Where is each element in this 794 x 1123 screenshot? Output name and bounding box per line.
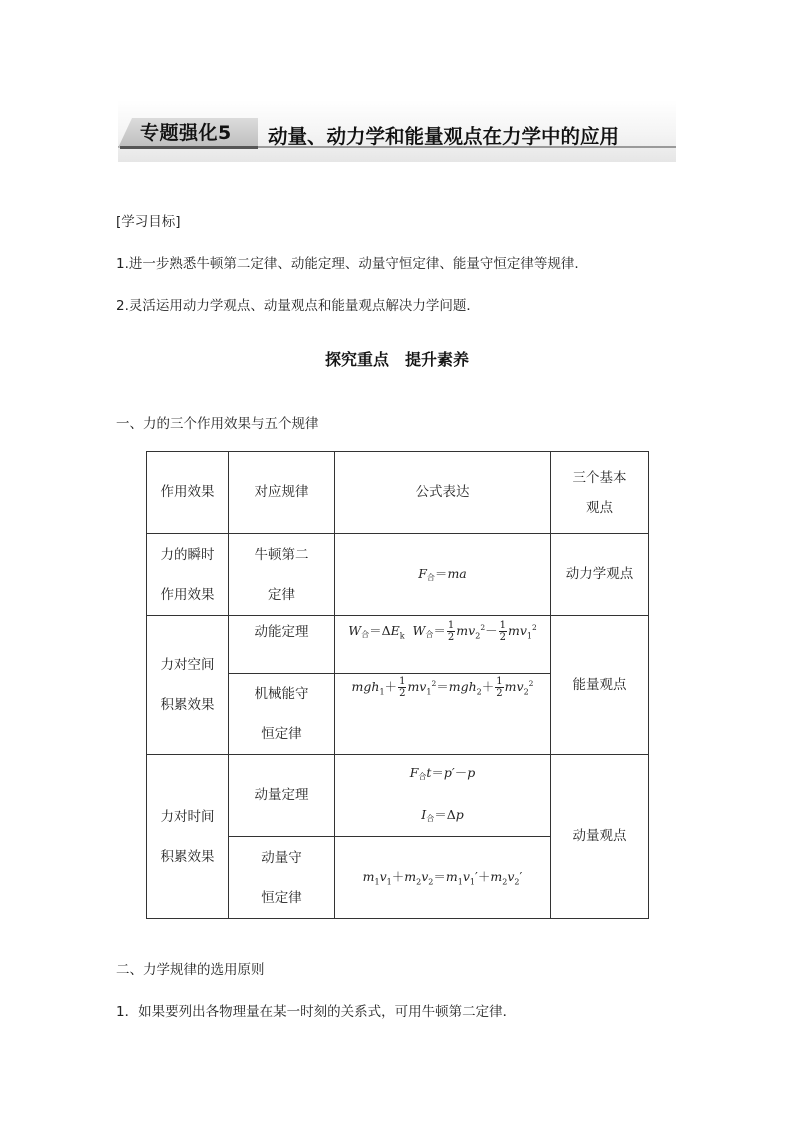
header-law: 对应规律	[229, 452, 335, 534]
law-mechanical-energy	[229, 674, 335, 755]
viewpoint-energy: 能量观点	[551, 616, 649, 755]
part2-item-1: 1．如果要列出各物理量在某一时刻的关系式，可用牛顿第二定律．	[116, 1004, 517, 1020]
objectives-heading: [学习目标]	[116, 214, 181, 230]
header-viewpoint-line1: 三个基本	[572, 469, 627, 486]
formula-momentum-theorem-b: $I_合=\Delta p$	[421, 806, 464, 823]
header-effect: 作用效果	[147, 452, 229, 534]
section-heading-right: 提升素养	[405, 350, 470, 369]
badge-shadow	[120, 146, 258, 149]
law-momentum-conservation-line1: 动量守	[261, 849, 302, 866]
viewpoint-momentum: 动量观点	[551, 755, 649, 919]
formula-momentum-theorem-a: $F_合t=p'-p$	[409, 764, 476, 781]
effect-time-line2: 积累效果	[160, 848, 215, 865]
laws-table	[146, 451, 649, 919]
formula-momentum-conservation-expr: $m_1v_1+m_2v_2=m_1v_1'+m_2v_2'$	[362, 868, 523, 887]
formula-mechanical-energy-expr: mgh$_1$＋ $\frac{1}{2}$ $mv_1^2=mgh_2+$ $\frac{1}{2}$ $mv_2^2$	[351, 676, 534, 699]
effect-instant	[147, 534, 229, 616]
formula-momentum-theorem	[335, 755, 551, 837]
formula-newton	[335, 534, 551, 616]
effect-space-line1: 力对空间	[160, 657, 215, 673]
law-kinetic-energy: 动能定理	[229, 616, 335, 674]
objective-item-1: 1.进一步熟悉牛顿第二定律、动能定理、动量守恒定律、能量守恒定律等规律.	[116, 256, 579, 272]
effect-space-line2: 积累效果	[160, 697, 215, 713]
formula-momentum-conservation	[335, 837, 551, 919]
section-heading-left: 探究重点	[324, 350, 389, 369]
effect-instant-line2: 作用效果	[160, 586, 215, 603]
section-heading	[0, 347, 794, 370]
effect-time	[147, 755, 229, 919]
formula-kinetic-energy	[335, 616, 551, 674]
chapter-badge-label: 专题强化5	[140, 122, 232, 144]
effect-instant-line1: 力的瞬时	[160, 546, 215, 563]
objective-item-2: 2.灵活运用动力学观点、动量观点和能量观点解决力学问题．	[116, 298, 480, 314]
header-viewpoint	[551, 452, 649, 534]
effect-time-line1: 力对时间	[160, 808, 215, 825]
law-newton-line1: 牛顿第二	[254, 546, 309, 563]
table-header-row	[147, 452, 649, 534]
law-momentum-conservation-line2: 恒定律	[261, 889, 302, 906]
law-newton	[229, 534, 335, 616]
formula-newton-expr: $F_合=ma$	[418, 566, 467, 583]
formula-mechanical-energy	[335, 674, 551, 755]
law-mechanical-energy-line1: 机械能守	[254, 686, 309, 702]
part2-heading: 二、力学规律的选用原则	[116, 962, 265, 978]
header-formula: 公式表达	[335, 452, 551, 534]
effect-space	[147, 616, 229, 755]
law-newton-line2: 定律	[268, 586, 295, 603]
law-momentum-theorem: 动量定理	[229, 755, 335, 837]
law-mechanical-energy-line2: 恒定律	[261, 726, 302, 742]
formula-kinetic-energy-expr: $W_合=\Delta E_k$ $W_合=$ $\frac{1}{2}$ $mv_2^2-$ $\frac{1}{2}$ $mv_1^2$	[348, 620, 537, 643]
chapter-title: 动量、动力学和能量观点在力学中的应用	[268, 125, 620, 148]
table-row-kinetic-energy	[147, 616, 649, 674]
law-momentum-conservation	[229, 837, 335, 919]
table-row-momentum-theorem	[147, 755, 649, 837]
table-row-newton	[147, 534, 649, 616]
viewpoint-dynamics: 动力学观点	[551, 534, 649, 616]
header-viewpoint-line2: 观点	[586, 499, 613, 516]
part1-heading: 一、力的三个作用效果与五个规律	[116, 416, 319, 432]
